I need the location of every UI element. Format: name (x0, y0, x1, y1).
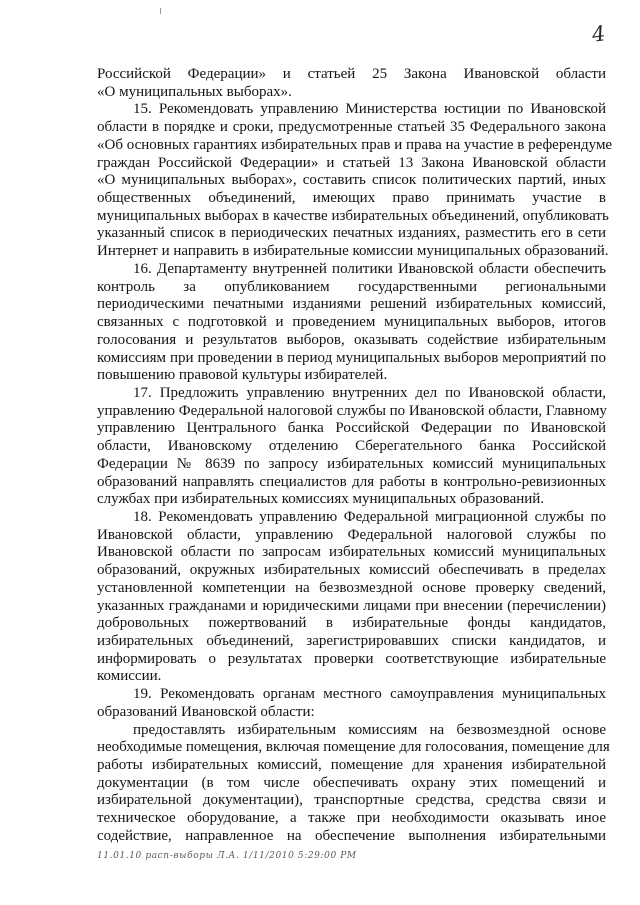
text-line: комиссиям при проведении в период муниципальных выборов мероприятий по (97, 349, 606, 366)
text-line: Ивановской области, управлению Федеральной налоговой службы по (97, 526, 606, 543)
text-line: управлению Центрального банка Российской Федерации по Ивановской (97, 420, 606, 437)
text-line: избирательных объединений, зарегистрировавших списки кандидатов, и (97, 633, 606, 649)
text-line: информировать о результатах проверки соответствующие избирательные (97, 650, 606, 667)
text-line: добровольных пожертвований в избирательные фонды кандидатов, (97, 615, 606, 632)
paragraph-0 (97, 66, 606, 101)
paragraph-2 (97, 261, 606, 385)
text-line: связанных с подготовкой и проведением муниципальных выборов, итогов (97, 314, 606, 331)
text-line: «О муниципальных выборах», составить список политических партий, иных (97, 172, 606, 189)
text-line: содействие, направленное на обеспечение выполнения избирательными (97, 827, 606, 844)
text-line: указанный список в периодических печатных изданиях, разместить его в сети (97, 225, 606, 242)
text-line: Российской Федерации» и статьей 25 Закона Ивановской области (97, 66, 606, 82)
paragraph-6 (97, 721, 610, 846)
text-line: 18. Рекомендовать управлению Федеральной миграционной службы по (133, 508, 606, 525)
text-line: службах при избирательных комиссиях муниципальных образований. (97, 491, 545, 508)
text-line: комиссии. (97, 668, 162, 685)
text-line: предоставлять избирательным комиссиям на безвозмездной основе (133, 721, 606, 738)
text-line: избирательной документации), транспортные средства, средства связи и (97, 792, 606, 809)
text-line: 17. Предложить управлению внутренних дел по Ивановской области, (133, 384, 606, 401)
page-number: 4 (590, 21, 607, 47)
text-line: голосования и результатов выборов, оказывать содействие избирательным (97, 331, 606, 348)
paragraph-3 (97, 385, 606, 509)
text-line: «О муниципальных выборах». (97, 83, 292, 100)
text-line: образований Ивановской области: (97, 703, 315, 720)
text-line: 15. Рекомендовать управлению Министерства юстиции по Ивановской (133, 101, 606, 118)
text-line: образований направлять специалистов для работы в контрольно-ревизионных (97, 473, 606, 490)
text-line: техническое оборудование, а также при необходимости оказывать иное (97, 810, 606, 827)
text-line: общественных объединений, имеющих право принимать участие в (97, 190, 606, 207)
text-line: периодическими печатными изданиями решений избирательных комиссий, (97, 296, 606, 313)
text-line: Федерации № 8639 по запросу избирательных комиссий муниципальных (97, 455, 606, 472)
text-line: муниципальных выборах в качестве избирательных объединений, опубликовать (97, 207, 609, 224)
text-line: необходимые помещения, включая помещение для голосования, помещение для (97, 739, 610, 756)
text-line: Ивановской области по запросам избирательных комиссий муниципальных (97, 544, 606, 561)
text-line: документации (в том числе обеспечивать охрану этих помещений и (97, 774, 606, 791)
text-line: работы избирательных комиссий, помещение для хранения избирательной (97, 757, 606, 774)
text-line: образований, окружных избирательных комиссий обеспечивать в пределах (97, 562, 606, 579)
text-line: граждан Российской Федерации» и статьей 13 Закона Ивановской области (97, 154, 606, 171)
text-line: 16. Департаменту внутренней политики Ивановской области обеспечить (133, 260, 606, 277)
text-line: повышению правовой культуры избирателей. (97, 367, 388, 384)
paragraph-5 (97, 686, 606, 721)
text-line: указанных гражданами и юридическими лицами при внесении (перечислении) (97, 597, 606, 614)
paragraph-4 (97, 509, 606, 686)
text-line: 19. Рекомендовать органам местного самоуправления муниципальных (133, 686, 606, 703)
text-line: установленной компетенции на безвозмездной основе проверку сведений, (97, 579, 606, 596)
text-line: «Об основных гарантиях избирательных прав и права на участие в референдуме (97, 136, 613, 153)
footer-stamp: 11.01.10 расп-выборы Л.А. 1/11/2010 5:29:00 PM (97, 851, 357, 861)
document-body (97, 66, 613, 846)
text-line: управлению Федеральной налоговой службы по Ивановской области, Главному (97, 402, 607, 419)
text-line: контроль за опубликованием государственными региональными (97, 278, 606, 295)
scan-mark (160, 8, 161, 14)
text-line: области, Ивановскому отделению Сберегательного банка Российской (97, 438, 606, 455)
paragraph-1 (97, 101, 613, 260)
text-line: Интернет и направить в избирательные комиссии муниципальных образований. (97, 243, 609, 260)
text-line: области в порядке и сроки, предусмотренные статьей 35 Федерального закона (97, 119, 606, 136)
